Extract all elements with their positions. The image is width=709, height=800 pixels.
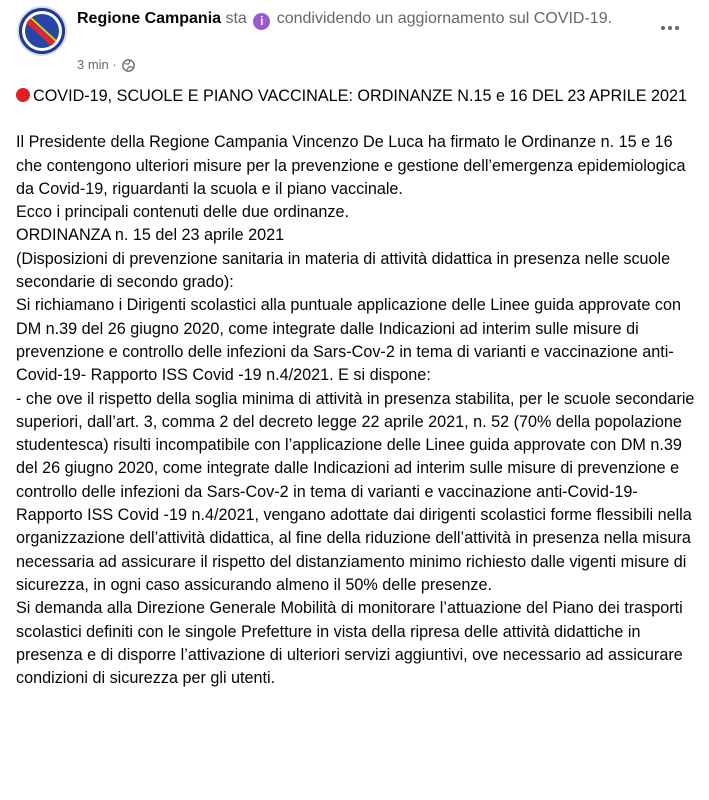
post-body bbox=[16, 85, 700, 690]
action-text-prefix: sta bbox=[225, 10, 247, 27]
post-paragraph: Si demanda alla Direzione Generale Mobilità di monitorare l’attuazione del Piano dei trasporti scolastici definiti con le singole Prefetture in vista della ripresa delle attività didattiche in presenza e di disporre l’attivazione di ulteriori servizi aggiuntivi, ove necessario ad assicurare condizioni di sicurezza per gli utenti. bbox=[16, 599, 683, 688]
more-options-icon bbox=[661, 26, 665, 30]
info-icon: i bbox=[253, 13, 270, 30]
post-header bbox=[0, 0, 709, 80]
page-name-link[interactable]: Regione Campania bbox=[77, 10, 222, 27]
ordinance-heading: ORDINANZA n. 15 del 23 aprile 2021 bbox=[16, 226, 285, 245]
post-header-text bbox=[77, 8, 657, 30]
meta-separator: · bbox=[112, 57, 117, 72]
post-paragraph: Si richiamano i Dirigenti scolastici alla puntuale applicazione delle Linee guida approvate con DM n.39 del 26 giugno 2020, come integrate dalle Indicazioni ad interim sulle misure di prevenzione e controllo delle infezioni da Sars-Cov-2 in tema di varianti e vaccinazione anti-Covid-19- Rapporto ISS Covid -19 n.4/2021. E si dispone: bbox=[16, 296, 681, 385]
red-circle-icon bbox=[16, 88, 30, 102]
post-paragraph: (Disposizioni di prevenzione sanitaria in materia di attività didattica in presenza nelle scuole secondarie di secondo grado): bbox=[16, 249, 671, 292]
page-avatar[interactable] bbox=[17, 6, 67, 56]
post-paragraph: Il Presidente della Regione Campania Vincenzo De Luca ha firmato le Ordinanze n. 15 e 16 che contengono ulteriori misure per la prevenzione e gestione dell’emergenza epidemiologica da Covid-19, riguardanti la scuola e il piano vaccinale. bbox=[16, 133, 686, 198]
globe-icon[interactable] bbox=[122, 59, 135, 77]
post-paragraph: - che ove il rispetto della soglia minima di attività in presenza stabilita, per le scuole secondarie superiori, dall’art. 3, comma 2 del decreto legge 22 aprile 2021, n. 52 (70% della popolazione studentesca) risulti incompatibile con l’applicazione delle Linee guida approvate con DM n.39 del 26 giugno 2020, come integrate dalle Indicazioni ad interim sulle misure di prevenzione e controllo delle infezioni da Sars-Cov-2 in tema di varianti e vaccinazione anti-Covid-19- Rapporto ISS Covid -19 n.4/2021, vengano adottate dai dirigenti scolastici forme flessibili nella organizzazione dell’attività didattica, al fine della riduzione dell’attività in presenza nella misura necessaria ad assicurare il rispetto del distanziamento minimo richiesto dalle vigenti misure di sicurezza, in ogni caso assicurando almeno il 50% delle presenze. bbox=[16, 389, 695, 594]
more-options-button[interactable] bbox=[652, 10, 688, 46]
post-meta bbox=[77, 56, 135, 77]
regione-campania-logo-icon bbox=[19, 8, 65, 54]
action-text-suffix: condividendo un aggiornamento sul COVID-19. bbox=[276, 10, 613, 27]
post-paragraph: Ecco i principali contenuti delle due ordinanze. bbox=[16, 203, 349, 222]
post-time-link[interactable]: 3 min bbox=[77, 57, 109, 72]
post-title: COVID-19, SCUOLE E PIANO VACCINALE: ORDINANZE N.15 e 16 DEL 23 APRILE 2021 bbox=[16, 85, 700, 108]
